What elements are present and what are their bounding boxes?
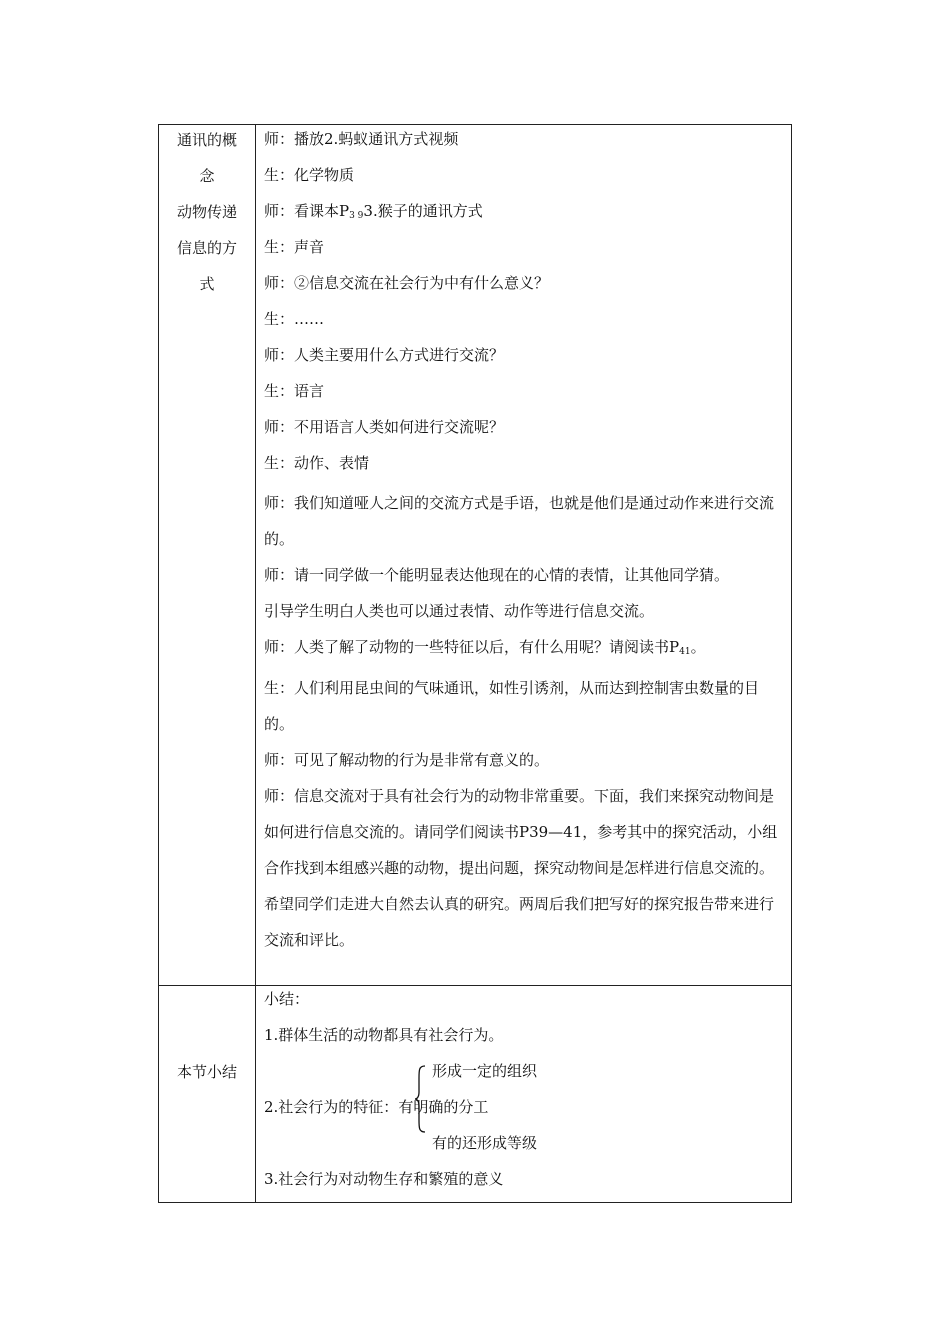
- section-label-communication: [159, 125, 255, 305]
- lesson-table: [158, 124, 792, 1203]
- curly-brace-icon: [414, 1064, 426, 1134]
- page-subscript: 3 9: [349, 211, 364, 221]
- feature-organization: 形成一定的组织: [432, 1062, 538, 1080]
- summary-block: [264, 986, 786, 1202]
- dialogue-paragraph: 师：信息交流对于具有社会行为的动物非常重要。下面，我们来探究动物间是如何进行信息交流的。请同学们阅读书P39—41，参考其中的探究活动，小组合作找到本组感兴趣的动物，提出问题，探究动物间是怎样进行信息交流的。希望同学们走进大自然去认真的研究。两周后我们把写好的探究报告带来进行交流和评比。: [264, 787, 778, 949]
- dialogue-line: 师：②信息交流在社会行为中有什么意义？: [264, 274, 550, 292]
- label-line: 动物传递: [176, 203, 237, 221]
- summary-item: 3.社会行为对动物生存和繁殖的意义: [264, 1170, 504, 1188]
- label-line: 念: [199, 167, 215, 185]
- label-line: 式: [199, 275, 215, 293]
- dialogue-text: 师：看课本P: [264, 202, 350, 220]
- dialogue-line: 生：动作、表情: [264, 454, 370, 472]
- dialogue-text: 师：人类了解了动物的一些特征以后，有什么用呢？请阅读书P: [264, 638, 680, 656]
- page-subscript: 41: [679, 647, 691, 657]
- dialogue-paragraph: 师：可见了解动物的行为是非常有意义的。: [264, 751, 550, 769]
- feature-division: 有明确的分工: [398, 1098, 489, 1116]
- dialogue-paragraph: [264, 629, 786, 670]
- dialogue-line: 生：……: [264, 310, 325, 328]
- dialogue-line: 生：化学物质: [264, 166, 355, 184]
- label-line: 信息的方: [176, 239, 237, 257]
- dialogue-line: 师：不用语言人类如何进行交流呢？: [264, 418, 505, 436]
- dialogue-paragraph: 引导学生明白人类也可以通过表情、动作等进行信息交流。: [264, 602, 655, 620]
- dialogue-line: 生：声音: [264, 238, 325, 256]
- dialogue-text: 。: [690, 638, 706, 656]
- dialogue-line: 生：语言: [264, 382, 325, 400]
- section-label-summary: 本节小结: [176, 1063, 237, 1081]
- dialogue-line: 师：人类主要用什么方式进行交流？: [264, 346, 505, 364]
- column-divider: [255, 125, 256, 1202]
- feature-hierarchy: 有的还形成等级: [432, 1134, 538, 1152]
- summary-item: [264, 1094, 786, 1130]
- dialogue-paragraph: 师：请一同学做一个能明显表达他现在的心情的表情，让其他同学猜。: [264, 566, 730, 584]
- dialogue-text: 3.猴子的通讯方式: [363, 202, 483, 220]
- summary-title: 小结：: [264, 990, 310, 1008]
- teaching-dialogue: [264, 125, 786, 958]
- summary-item: 1.群体生活的动物都具有社会行为。: [264, 1026, 504, 1044]
- label-line: 通讯的概: [176, 131, 237, 149]
- dialogue-line: [264, 197, 786, 233]
- dialogue-paragraph: 生：人们利用昆虫间的气味通讯，如性引诱剂，从而达到控制害虫数量的目的。: [264, 679, 760, 733]
- dialogue-paragraph: 师：我们知道哑人之间的交流方式是手语，也就是他们是通过动作来进行交流的。: [264, 494, 775, 548]
- summary-text: 2.社会行为的特征：: [264, 1098, 399, 1116]
- dialogue-line: 师：播放2.蚂蚁通讯方式视频: [264, 130, 459, 148]
